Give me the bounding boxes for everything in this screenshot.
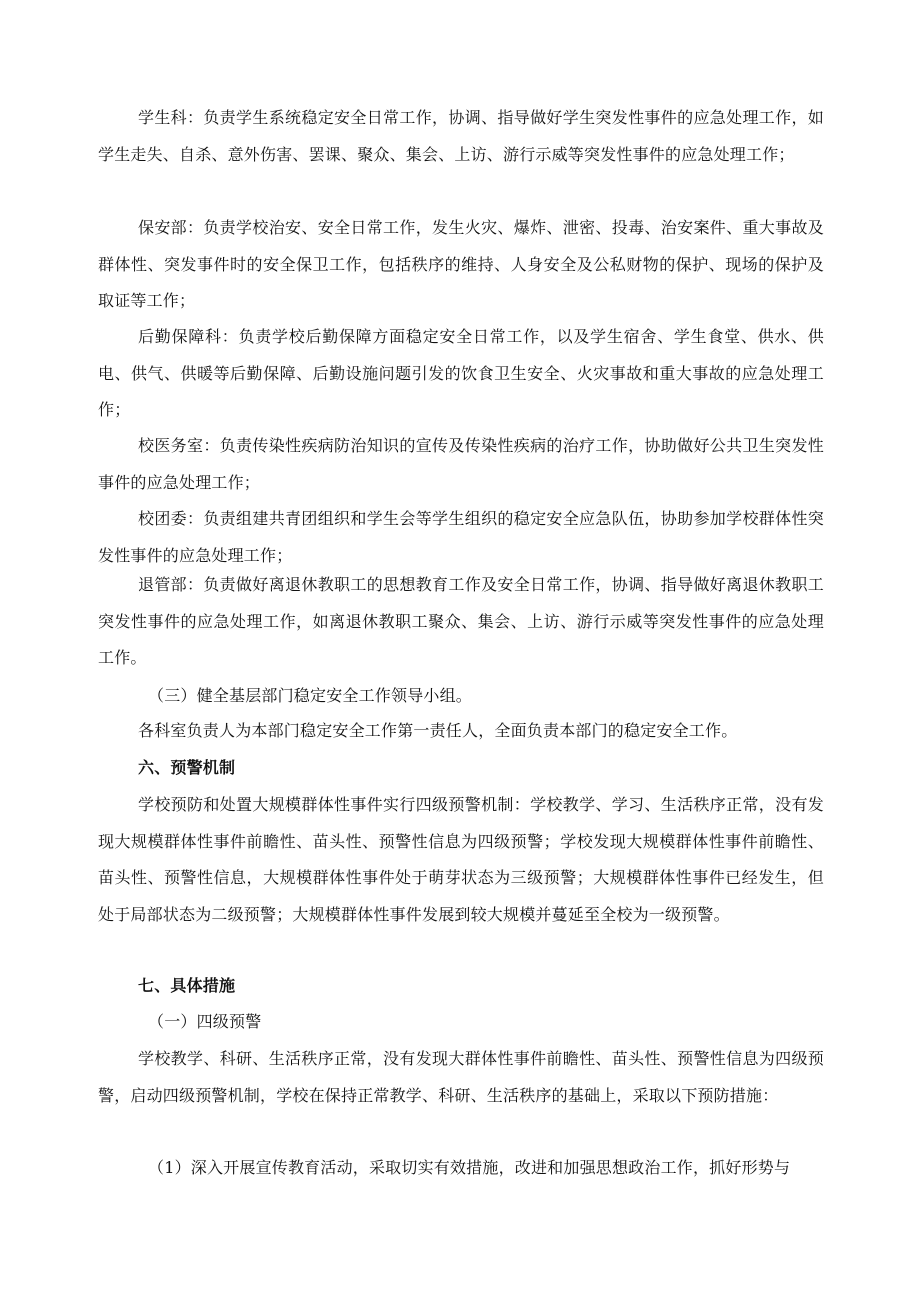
heading-liu-warning-mechanism: 六、预警机制: [138, 758, 236, 777]
section-san-title: （三）健全基层部门稳定安全工作领导小组。: [148, 686, 473, 705]
heading-qi-specific-measures: 七、具体措施: [138, 976, 236, 995]
paragraph-liu-body: 学校预防和处置大规模群体性事件实行四级预警机制：学校教学、学习、生活秩序正常，没有发现大规模群体性事件前瞻性、苗头性、预警性信息为四级预警；学校发现大规模群体性事件前瞻性、苗头性、预警性信息，大规模群体性事件处于萌芽状态为三级预警；大规模群体性事件已经发生，但处于局部状态为二级预警；大规模群体性事件发展到较大规模并蔓延至全校为一级预警。: [98, 795, 824, 924]
paragraph-xiaotuanwei: 校团委：负责组建共青团组织和学生会等学生组织的稳定安全应急队伍，协助参加学校群体性突发性事件的应急处理工作；: [98, 509, 824, 565]
paragraph-xiaoyiwu: 校医务室：负责传染性疾病防治知识的宣传及传染性疾病的治疗工作，协助做好公共卫生突发性事件的应急处理工作；: [98, 436, 824, 492]
paragraph-houqin: 后勤保障科：负责学校后勤保障方面稳定安全日常工作，以及学生宿舍、学生食堂、供水、供电、供气、供暖等后勤保障、后勤设施问题引发的饮食卫生安全、火灾事故和重大事故的应急处理工作；: [98, 327, 824, 419]
section-yi-title: （一）四级预警: [148, 1012, 262, 1031]
paragraph-yi-body: 学校教学、科研、生活秩序正常，没有发现大群体性事件前瞻性、苗头性、预警性信息为四级预警，启动四级预警机制，学校在保持正常教学、科研、生活秩序的基础上，采取以下预防措施：: [98, 1049, 824, 1105]
paragraph-baoanbu: 保安部：负责学校治安、安全日常工作，发生火灾、爆炸、泄密、投毒、治安案件、重大事故及群体性、突发事件时的安全保卫工作，包括秩序的维持、人身安全及公私财物的保护、现场的保护及取证等工作；: [98, 218, 824, 310]
paragraph-xueshengke: 学生科：负责学生系统稳定安全日常工作，协调、指导做好学生突发性事件的应急处理工作，如学生走失、自杀、意外伤害、罢课、聚众、集会、上访、游行示威等突发性事件的应急处理工作；: [98, 108, 824, 164]
section-san-body: 各科室负责人为本部门稳定安全工作第一责任人，全面负责本部门的稳定安全工作。: [138, 721, 738, 740]
paragraph-tuiguanbu: 退管部：负责做好离退休教职工的思想教育工作及安全日常工作，协调、指导做好离退休教职工突发性事件的应急处理工作，如离退休教职工聚众、集会、上访、游行示威等突发性事件的应急处理工作。: [98, 575, 824, 667]
list-item-1: （1）深入开展宣传教育活动，采取切实有效措施，改进和加强思想政治工作，抓好形势与: [148, 1158, 791, 1177]
